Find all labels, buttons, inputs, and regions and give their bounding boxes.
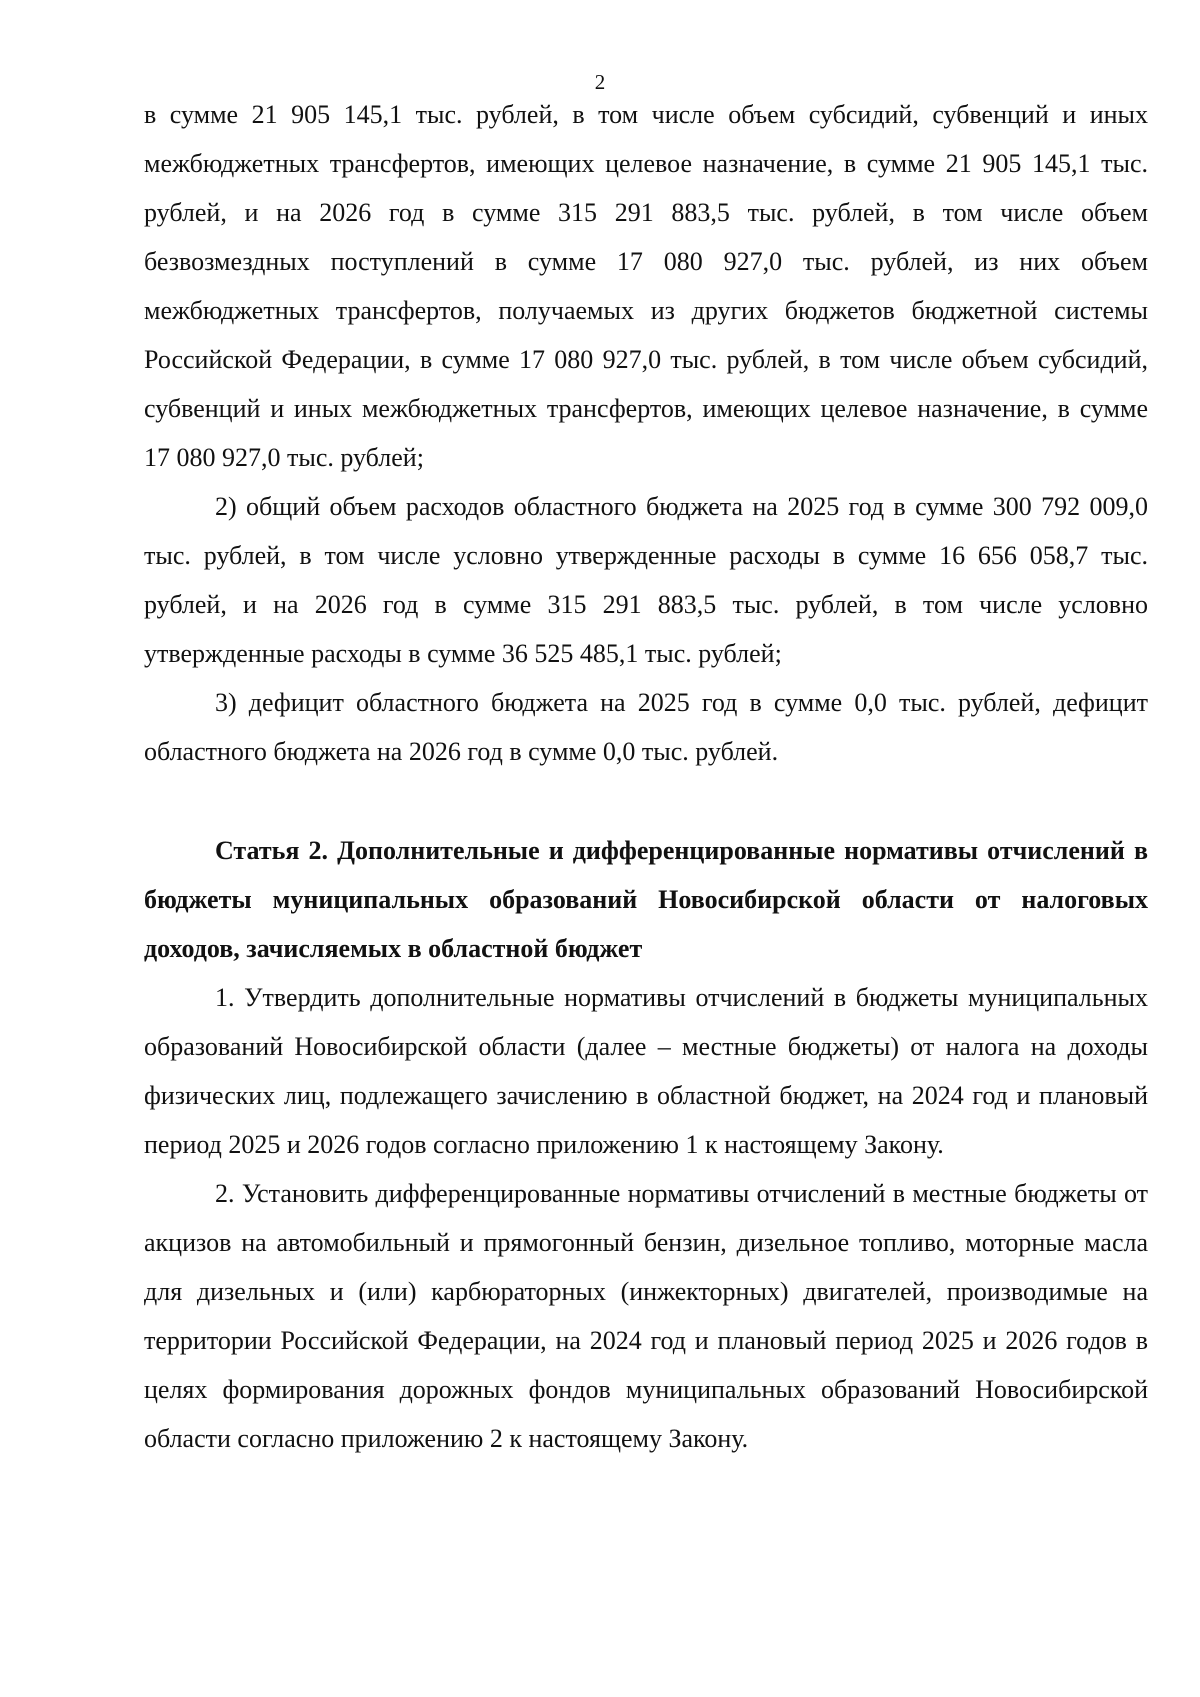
article-2-item-1: 1. Утвердить дополнительные нормативы отчислений в бюджеты муниципальных образований Новосибирской области (далее – местные бюджеты) от налога на доходы физических лиц, подлежащего зачислению в областной бюджет, на 2024 год и плановый период 2025 и 2026 годов согласно приложению 1 к настоящему Закону. [144, 983, 1148, 1159]
page-number: 2 [594, 70, 606, 94]
article-2-item-2: 2. Установить дифференцированные нормативы отчислений в местные бюджеты от акцизов на автомобильный и прямогонный бензин, дизельное топливо, моторные масла для дизельных и (или) карбюраторных (инжекторных) двигателей, производимые на территории Российской Федерации, на 2024 год и плановый период 2025 и 2026 годов в целях формирования дорожных фондов муниципальных образований Новосибирской области согласно приложению 2 к настоящему Закону. [144, 1179, 1148, 1453]
document-body [144, 90, 1148, 1463]
article-2-heading: Статья 2. Дополнительные и дифференцированные нормативы отчислений в бюджеты муниципальных образований Новосибирской области от налоговых доходов, зачисляемых в областной бюджет [144, 836, 1148, 963]
paragraph-expenditures: 2) общий объем расходов областного бюджета на 2025 год в сумме 300 792 009,0 тыс. рублей, в том числе условно утвержденные расходы в сумме 16 656 058,7 тыс. рублей, и на 2026 год в сумме 315 291 883,5 тыс. рублей, в том числе условно утвержденные расходы в сумме 36 525 485,1 тыс. рублей; [144, 492, 1148, 668]
paragraph-deficit: 3) дефицит областного бюджета на 2025 год в сумме 0,0 тыс. рублей, дефицит областного бюджета на 2026 год в сумме 0,0 тыс. рублей. [144, 688, 1148, 766]
paragraph-revenue-continued: в сумме 21 905 145,1 тыс. рублей, в том числе объем субсидий, субвенций и иных межбюджетных трансфертов, имеющих целевое назначение, в сумме 21 905 145,1 тыс. рублей, и на 2026 год в сумме 315 291 883,5 тыс. рублей, в том числе объем безвозмездных поступлений в сумме 17 080 927,0 тыс. рублей, из них объем межбюджетных трансфертов, получаемых из других бюджетов бюджетной системы Российской Федерации, в сумме 17 080 927,0 тыс. рублей, в том числе объем субсидий, субвенций и иных межбюджетных трансфертов, имеющих целевое назначение, в сумме 17 080 927,0 тыс. рублей; [144, 100, 1148, 472]
